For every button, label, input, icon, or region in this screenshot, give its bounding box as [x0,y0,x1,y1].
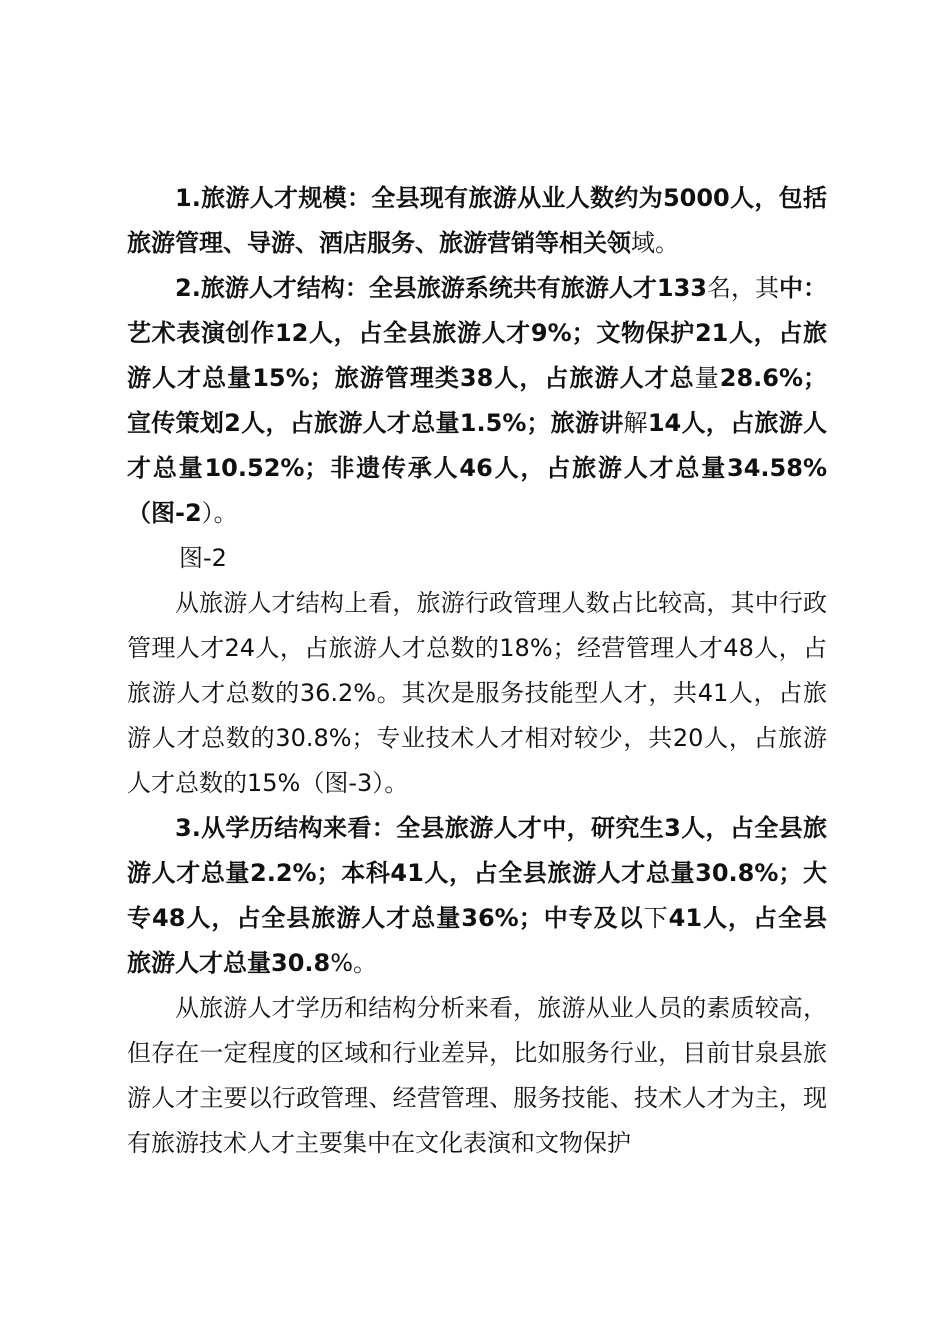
talent-structure-text-5: 28.6%；宣传策划2人，占旅游人才总量1.5%；旅游讲 [127,364,828,437]
education-structure-text-1: 3.从学历结构来看：全县旅游人才中，研究生3人，占全县旅游人才总量2.2%；本科41人，占全县旅游人才总量30.8%；大专48人，占全县旅游人才总量36%；中专及以 [127,814,827,932]
talent-structure-text-6: 解 [623,409,648,437]
figure-caption-2: 图-2 [179,544,227,572]
paragraph-education-structure [127,806,827,986]
education-structure-text-3: 41人，占全县旅游人才总量30.8 [127,904,828,977]
talent-structure-text-3: 中：艺术表演创作12人，占全县旅游人才9%；文物保护21人，占旅游人才总量15%；旅游管理类38人，占旅游人才总 [127,274,828,392]
talent-structure-text-7: 14人，占旅游人才总量10.52%；非遗传承人46人，占旅游人才总量34.58%（图-2 [127,409,828,527]
talent-structure-text-4: 量 [694,364,720,392]
document-body [127,176,827,1166]
talent-scale-bold-text: 1.旅游人才规模：全县现有旅游从业人数约为5000人，包括旅游管理、导游、酒店服务、旅游营销等相关领 [127,184,827,257]
paragraph-structure-analysis: 从旅游人才结构上看，旅游行政管理人数占比较高，其中行政管理人才24人，占旅游人才总数的18%；经营管理人才48人，占旅游人才总数的36.2%。其次是服务技能型人才，共41人，占旅游人才总数的30.8%；专业技术人才相对较少，共20人，占旅游人才总数的15%（图-3）。 [127,589,827,797]
education-structure-text-2: 下 [643,904,669,932]
talent-structure-text-1: 2.旅游人才结构：全县旅游系统共有旅游人才133 [175,274,707,302]
paragraph-talent-structure [127,266,827,536]
education-structure-text-4: %。 [330,949,378,977]
talent-scale-normal-text: 域。 [631,229,679,257]
talent-structure-text-8: ）。 [201,499,238,527]
paragraph-education-analysis: 从旅游人才学历和结构分析来看，旅游从业人员的素质较高，但存在一定程度的区域和行业差异，比如服务行业，目前甘泉县旅游人才主要以行政管理、经营管理、服务技能、技术人才为主，现有旅游技术人才主要集中在文化表演和文物保护 [127,994,827,1157]
paragraph-talent-scale [127,176,827,266]
talent-structure-text-2: 名，其 [706,274,779,302]
